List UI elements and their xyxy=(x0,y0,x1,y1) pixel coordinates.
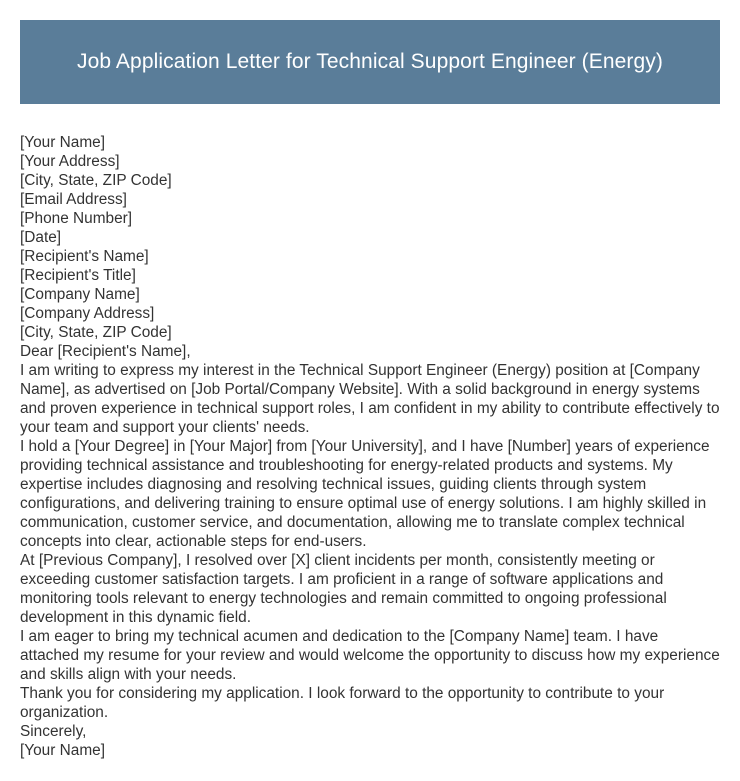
sender-city-state-zip: [City, State, ZIP Code] xyxy=(20,172,172,189)
sender-block xyxy=(20,133,720,247)
letter-date: [Date] xyxy=(20,229,62,246)
paragraph-qualifications: I hold a [Your Degree] in [Your Major] from [Your University], and I have [Number] years of experience providing technical assistance and troubleshooting for energy-related products and systems. My expertise includes diagnosing and resolving technical issues, guiding clients through system configurations, and delivering training to ensure optimal use of energy solutions. I am highly skilled in communication, customer service, and documentation, allowing me to translate complex technical concepts into clear, actionable steps for end-users. xyxy=(20,438,710,550)
recipient-title: [Recipient's Title] xyxy=(20,267,136,284)
letter-body xyxy=(20,133,720,760)
paragraph-intro: I am writing to express my interest in the Technical Support Engineer (Energy) position at [Company Name], as advertised on [Job Portal/Company Website]. With a solid background in energy systems and proven experience in technical support roles, I am confident in my ability to contribute effectively to your team and support your clients' needs. xyxy=(20,362,720,436)
recipient-block xyxy=(20,247,720,342)
sender-name: [Your Name] xyxy=(20,134,105,151)
recipient-address: [Company Address] xyxy=(20,305,155,322)
paragraph-experience: At [Previous Company], I resolved over [X] client incidents per month, consistently meeting or exceeding customer satisfaction targets. I am proficient in a range of software applications and monitoring tools relevant to energy technologies and remain committed to ongoing professional development in this dynamic field. xyxy=(20,552,667,626)
sender-email: [Email Address] xyxy=(20,191,127,208)
paragraph-interest: I am eager to bring my technical acumen and dedication to the [Company Name] team. I have attached my resume for your review and would welcome the opportunity to discuss how my experience and skills align with your needs. xyxy=(20,628,720,683)
sender-phone: [Phone Number] xyxy=(20,210,133,227)
recipient-city-state-zip: [City, State, ZIP Code] xyxy=(20,324,172,341)
page-title: Job Application Letter for Technical Support Engineer (Energy) xyxy=(77,50,663,73)
recipient-name: [Recipient's Name] xyxy=(20,248,149,265)
closing: Sincerely, xyxy=(20,723,87,740)
sender-address: [Your Address] xyxy=(20,153,120,170)
paragraph-thanks: Thank you for considering my application. I look forward to the opportunity to contribute to your organization. xyxy=(20,685,665,721)
salutation: Dear [Recipient's Name], xyxy=(20,343,191,360)
recipient-company: [Company Name] xyxy=(20,286,140,303)
title-banner xyxy=(20,20,720,104)
signature: [Your Name] xyxy=(20,742,105,759)
